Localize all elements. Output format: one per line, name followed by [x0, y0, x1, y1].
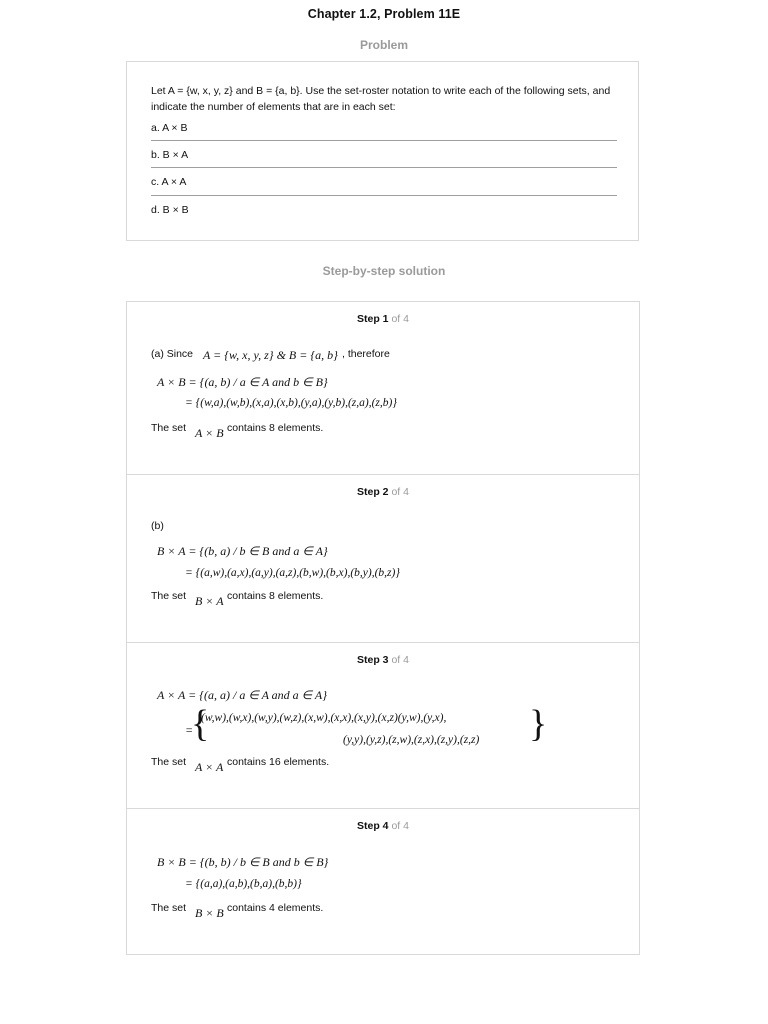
problem-part-c: c. A × A	[151, 176, 187, 188]
step-4-header	[127, 820, 639, 832]
step-1-conclusion-suffix: contains 8 elements.	[227, 422, 324, 434]
problem-part-a: a. A × B	[151, 122, 188, 134]
step-4-conclusion-suffix: contains 4 elements.	[227, 902, 324, 914]
step-count: of 4	[391, 486, 409, 498]
divider	[151, 195, 617, 196]
step-2-intro: (b)	[151, 520, 164, 532]
step-3-line-1: A × A = {(a, a) / a ∈ A and a ∈ A}	[157, 688, 328, 702]
step-4-line-1: B × B = {(b, b) / b ∈ B and b ∈ B}	[157, 855, 329, 869]
step-4-conclusion-math: B × B	[195, 906, 224, 920]
step-4-conclusion-prefix: The set	[151, 902, 187, 914]
step-2-conclusion-suffix: contains 8 elements.	[227, 590, 324, 602]
step-2-conclusion-prefix: The set	[151, 590, 187, 602]
step-3-line-2a: (w,w),(w,x),(w,y),(w,z),(x,w),(x,x),(x,y),(x,z)(y,w),(y,x),	[201, 712, 447, 724]
problem-heading: Problem	[359, 38, 408, 52]
step-count: of 4	[391, 820, 409, 832]
page-title: Chapter 1.2, Problem 11E	[307, 7, 461, 21]
step-label: Step 3	[357, 654, 389, 666]
step-1-line-2: = {(w,a),(w,b),(x,a),(x,b),(y,a),(y,b),(z,a),(z,b)}	[185, 397, 397, 409]
step-2	[127, 475, 639, 643]
step-3-open-brace: {	[191, 703, 210, 745]
step-3-close-brace: }	[529, 703, 548, 745]
solution-heading: Step-by-step solution	[322, 264, 446, 278]
step-3-line-2b: (y,y),(y,z),(z,w),(z,x),(z,y),(z,z)	[343, 734, 480, 746]
step-3-conclusion-suffix: contains 16 elements.	[227, 756, 330, 768]
step-count: of 4	[391, 313, 409, 325]
step-label: Step 2	[357, 486, 389, 498]
step-label: Step 4	[357, 820, 389, 832]
step-1-intro-prefix: (a) Since	[151, 348, 194, 360]
problem-part-d: d. B × B	[151, 204, 189, 216]
step-2-header	[127, 486, 639, 498]
step-3-conclusion-prefix: The set	[151, 756, 187, 768]
step-3	[127, 643, 639, 809]
step-1-header	[127, 313, 639, 325]
step-3-header	[127, 654, 639, 666]
problem-statement: Let A = {w, x, y, z} and B = {a, b}. Use the set-roster notation to write each of the following sets, and indicate the number of elements that are in each set:	[151, 85, 611, 113]
step-1-intro-suffix: , therefore	[342, 348, 390, 360]
step-4-line-2: = {(a,a),(a,b),(b,a),(b,b)}	[185, 878, 302, 890]
problem-part-b: b. B × A	[151, 149, 189, 161]
step-label: Step 1	[357, 313, 389, 325]
step-1-line-1: A × B = {(a, b) / a ∈ A and b ∈ B}	[157, 375, 328, 389]
solution-box	[126, 301, 640, 955]
step-2-line-2: = {(a,w),(a,x),(a,y),(a,z),(b,w),(b,x),(b,y),(b,z)}	[185, 567, 400, 579]
step-3-conclusion-math: A × A	[195, 760, 224, 774]
step-1-intro-math: A = {w, x, y, z} & B = {a, b}	[203, 348, 338, 362]
divider	[151, 167, 617, 168]
step-4	[127, 809, 639, 954]
step-count: of 4	[391, 654, 409, 666]
step-2-conclusion-math: B × A	[195, 594, 224, 608]
divider	[151, 140, 617, 141]
step-2-line-1: B × A = {(b, a) / b ∈ B and a ∈ A}	[157, 544, 328, 558]
step-3-equals: =	[185, 723, 194, 737]
step-1	[127, 302, 639, 475]
step-1-conclusion-prefix: The set	[151, 422, 187, 434]
step-1-conclusion-math: A × B	[195, 426, 224, 440]
problem-box	[126, 61, 639, 241]
